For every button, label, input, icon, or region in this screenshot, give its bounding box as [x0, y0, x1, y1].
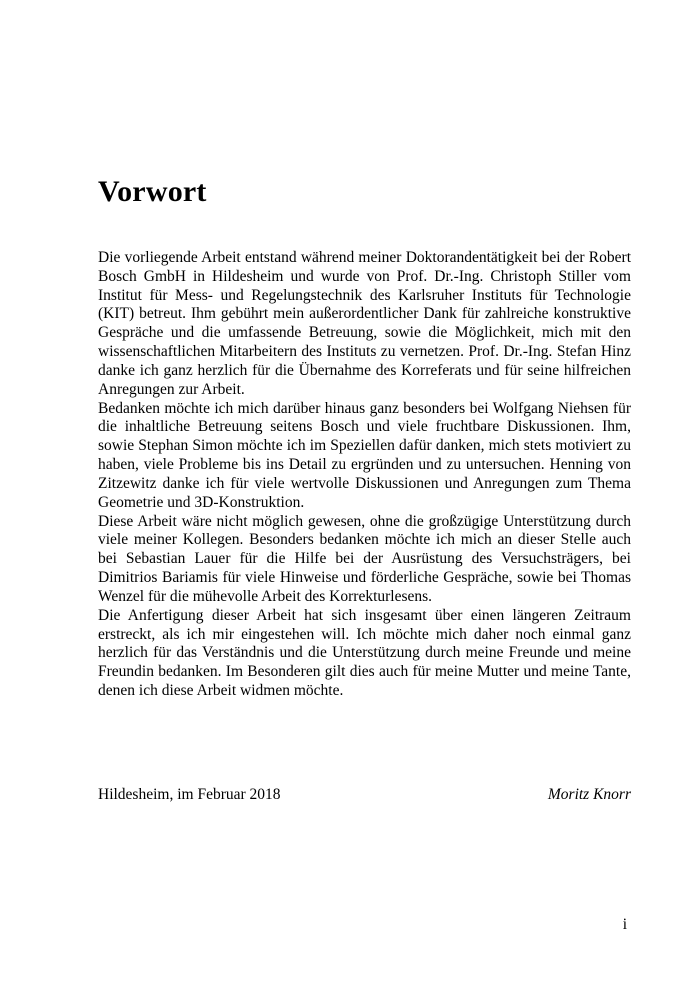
page-title: Vorwort	[98, 175, 207, 208]
signature-row	[98, 786, 631, 804]
paragraph: Diese Arbeit wäre nicht möglich gewesen, ohne die großzügige Unterstützung durch viele meiner Kollegen. Besonders bedanken möchte ich mich an dieser Stelle auch bei Sebastian Lauer für die Hilfe bei der Ausrüstung des Versuchsträgers, bei Dimitrios Bariamis für viele Hinweise und förderliche Gespräche, sowie bei Thomas Wenzel für die mühevolle Arbeit des Korrekturlesens.	[98, 512, 631, 605]
place-date: Hildesheim, im Februar 2018	[98, 786, 281, 803]
text-block	[98, 175, 631, 701]
paragraph: Die vorliegende Arbeit entstand während meiner Doktorandentätigkeit bei der Robert Bosch GmbH in Hildesheim und wurde von Prof. Dr.-Ing. Christoph Stiller vom Institut für Mess- und Regelungstechnik des Karlsruher Instituts für Technologie (KIT) betreut. Ihm gebührt mein außerordentlicher Dank für zahlreiche konstruktive Gespräche und die umfassende Betreuung, sowie die Möglichkeit, mich mit den wissenschaftlichen Mitarbeitern des Instituts zu vernetzen. Prof. Dr.-Ing. Stefan Hinz danke ich ganz herzlich für die Übernahme des Korreferats und für seine hilfreichen Anregungen zur Arbeit.	[98, 249, 631, 398]
paragraph: Die Anfertigung dieser Arbeit hat sich insgesamt über einen längeren Zeitraum erstreckt, als ich mir eingestehen will. Ich möchte mich daher noch einmal ganz herzlich für das Verständnis und die Unterstützung durch meine Freunde und meine Freundin bedanken. Im Besonderen gilt dies auch für meine Mutter und meine Tante, denen ich diese Arbeit widmen möchte.	[98, 606, 631, 700]
paragraph: Bedanken möchte ich mich darüber hinaus ganz besonders bei Wolfgang Niehsen für die inhaltliche Betreuung seitens Bosch und viele fruchtbare Diskussionen. Ihm, sowie Stephan Simon möchte ich im Speziellen dafür danken, mich stets motiviert zu haben, viele Probleme bis ins Detail zu ergründen und zu untersuchen. Henning von Zitzewitz danke ich für viele wertvolle Diskussionen und Anregungen zum Thema Geometrie und 3D-Konstruktion.	[98, 399, 631, 511]
body-text	[98, 249, 631, 701]
author-name: Moritz Knorr	[547, 786, 631, 803]
page-number: i	[622, 916, 627, 933]
